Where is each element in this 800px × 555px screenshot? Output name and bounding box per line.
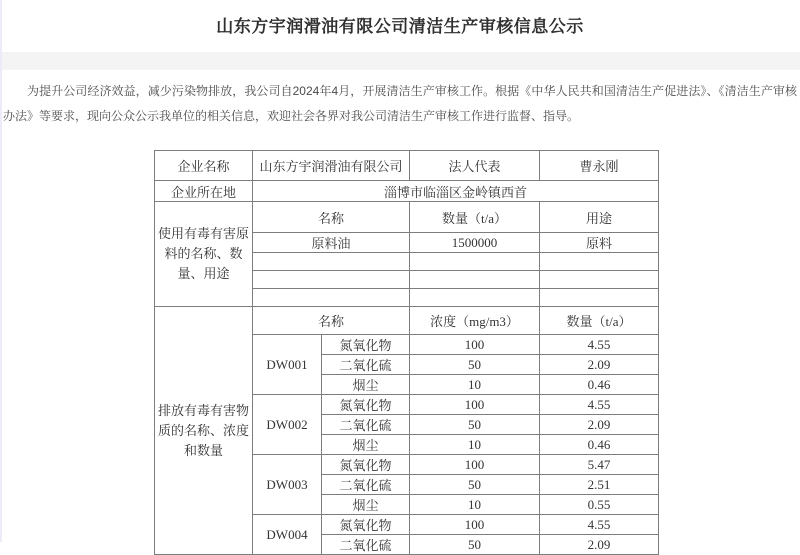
material-name-cell (253, 253, 410, 271)
concentration-cell: 10 (410, 375, 540, 395)
page-title: 山东方宇润滑油有限公司清洁生产审核信息公示 (216, 17, 584, 36)
material-name-cell (253, 289, 410, 307)
amount-cell: 2.09 (540, 415, 659, 435)
emissions-header-row (155, 307, 659, 335)
material-use-cell (540, 289, 659, 307)
concentration-cell: 10 (410, 495, 540, 515)
pollutant-name-cell: 二氧化硫 (322, 355, 410, 375)
legal-rep-value: 曹永刚 (540, 151, 659, 181)
amount-cell: 2.51 (540, 475, 659, 495)
material-use-cell (540, 253, 659, 271)
material-amount-cell (410, 271, 540, 289)
pollutant-name-cell: 二氧化硫 (322, 475, 410, 495)
concentration-cell: 100 (410, 455, 540, 475)
amount-cell: 4.55 (540, 395, 659, 415)
pollutant-name-cell: 二氧化硫 (322, 415, 410, 435)
concentration-cell: 50 (410, 415, 540, 435)
pollutant-name-cell: 烟尘 (322, 375, 410, 395)
amount-cell: 0.55 (540, 495, 659, 515)
emissions-section-label: 排放有毒有害物质的名称、浓度和数量 (155, 307, 253, 555)
location-value: 淄博市临淄区金岭镇西首 (253, 181, 659, 202)
page-left-edge-stripe (0, 0, 2, 542)
amount-cell: 0.46 (540, 375, 659, 395)
outlet-code-cell: DW002 (253, 395, 322, 455)
material-name-cell (253, 271, 410, 289)
outlet-code-cell: DW003 (253, 455, 322, 515)
pollutant-name-cell: 氮氧化物 (322, 455, 410, 475)
divider-band (0, 52, 800, 70)
concentration-cell: 100 (410, 515, 540, 535)
legal-rep-label: 法人代表 (410, 151, 540, 181)
concentration-cell: 50 (410, 355, 540, 375)
pollutant-name-cell: 氮氧化物 (322, 335, 410, 355)
amount-cell: 0.46 (540, 435, 659, 455)
emissions-header-concentration: 浓度（mg/m3） (410, 307, 540, 335)
amount-cell: 2.09 (540, 535, 659, 555)
materials-section-label: 使用有毒有害原料的名称、数量、用途 (155, 202, 253, 307)
company-name-value: 山东方宇润滑油有限公司 (253, 151, 410, 181)
emissions-header-name: 名称 (253, 307, 410, 335)
location-label: 企业所在地 (155, 181, 253, 202)
company-name-label: 企业名称 (155, 151, 253, 181)
audit-info-table (154, 150, 659, 555)
concentration-cell: 50 (410, 535, 540, 555)
materials-header-name: 名称 (253, 202, 410, 233)
company-row (155, 151, 659, 181)
emissions-header-amount: 数量（t/a） (540, 307, 659, 335)
intro-paragraph: 为提升公司经济效益，减少污染物排放，我公司自2024年4月，开展清洁生产审核工作。根据《中华人民共和国清洁生产促进法》、《清洁生产审核办法》等要求，现向公众公示我单位的相关信息，欢迎社会各界对我公司清洁生产审核工作进行监督、指导。 (3, 84, 797, 123)
pollutant-name-cell: 烟尘 (322, 435, 410, 455)
outlet-code-cell: DW001 (253, 335, 322, 395)
amount-cell: 4.55 (540, 335, 659, 355)
materials-header-amount: 数量（t/a） (410, 202, 540, 233)
concentration-cell: 100 (410, 395, 540, 415)
pollutant-name-cell: 二氧化硫 (322, 535, 410, 555)
concentration-cell: 10 (410, 435, 540, 455)
concentration-cell: 100 (410, 335, 540, 355)
material-use-cell: 原料 (540, 233, 659, 253)
amount-cell: 5.47 (540, 455, 659, 475)
material-name-cell: 原料油 (253, 233, 410, 253)
materials-header-use: 用途 (540, 202, 659, 233)
concentration-cell: 50 (410, 475, 540, 495)
material-use-cell (540, 271, 659, 289)
amount-cell: 2.09 (540, 355, 659, 375)
material-amount-cell: 1500000 (410, 233, 540, 253)
pollutant-name-cell: 氮氧化物 (322, 515, 410, 535)
location-row (155, 181, 659, 202)
materials-header-row (155, 202, 659, 233)
amount-cell: 4.55 (540, 515, 659, 535)
pollutant-name-cell: 烟尘 (322, 495, 410, 515)
outlet-code-cell: DW004 (253, 515, 322, 555)
material-amount-cell (410, 289, 540, 307)
material-amount-cell (410, 253, 540, 271)
pollutant-name-cell: 氮氧化物 (322, 395, 410, 415)
